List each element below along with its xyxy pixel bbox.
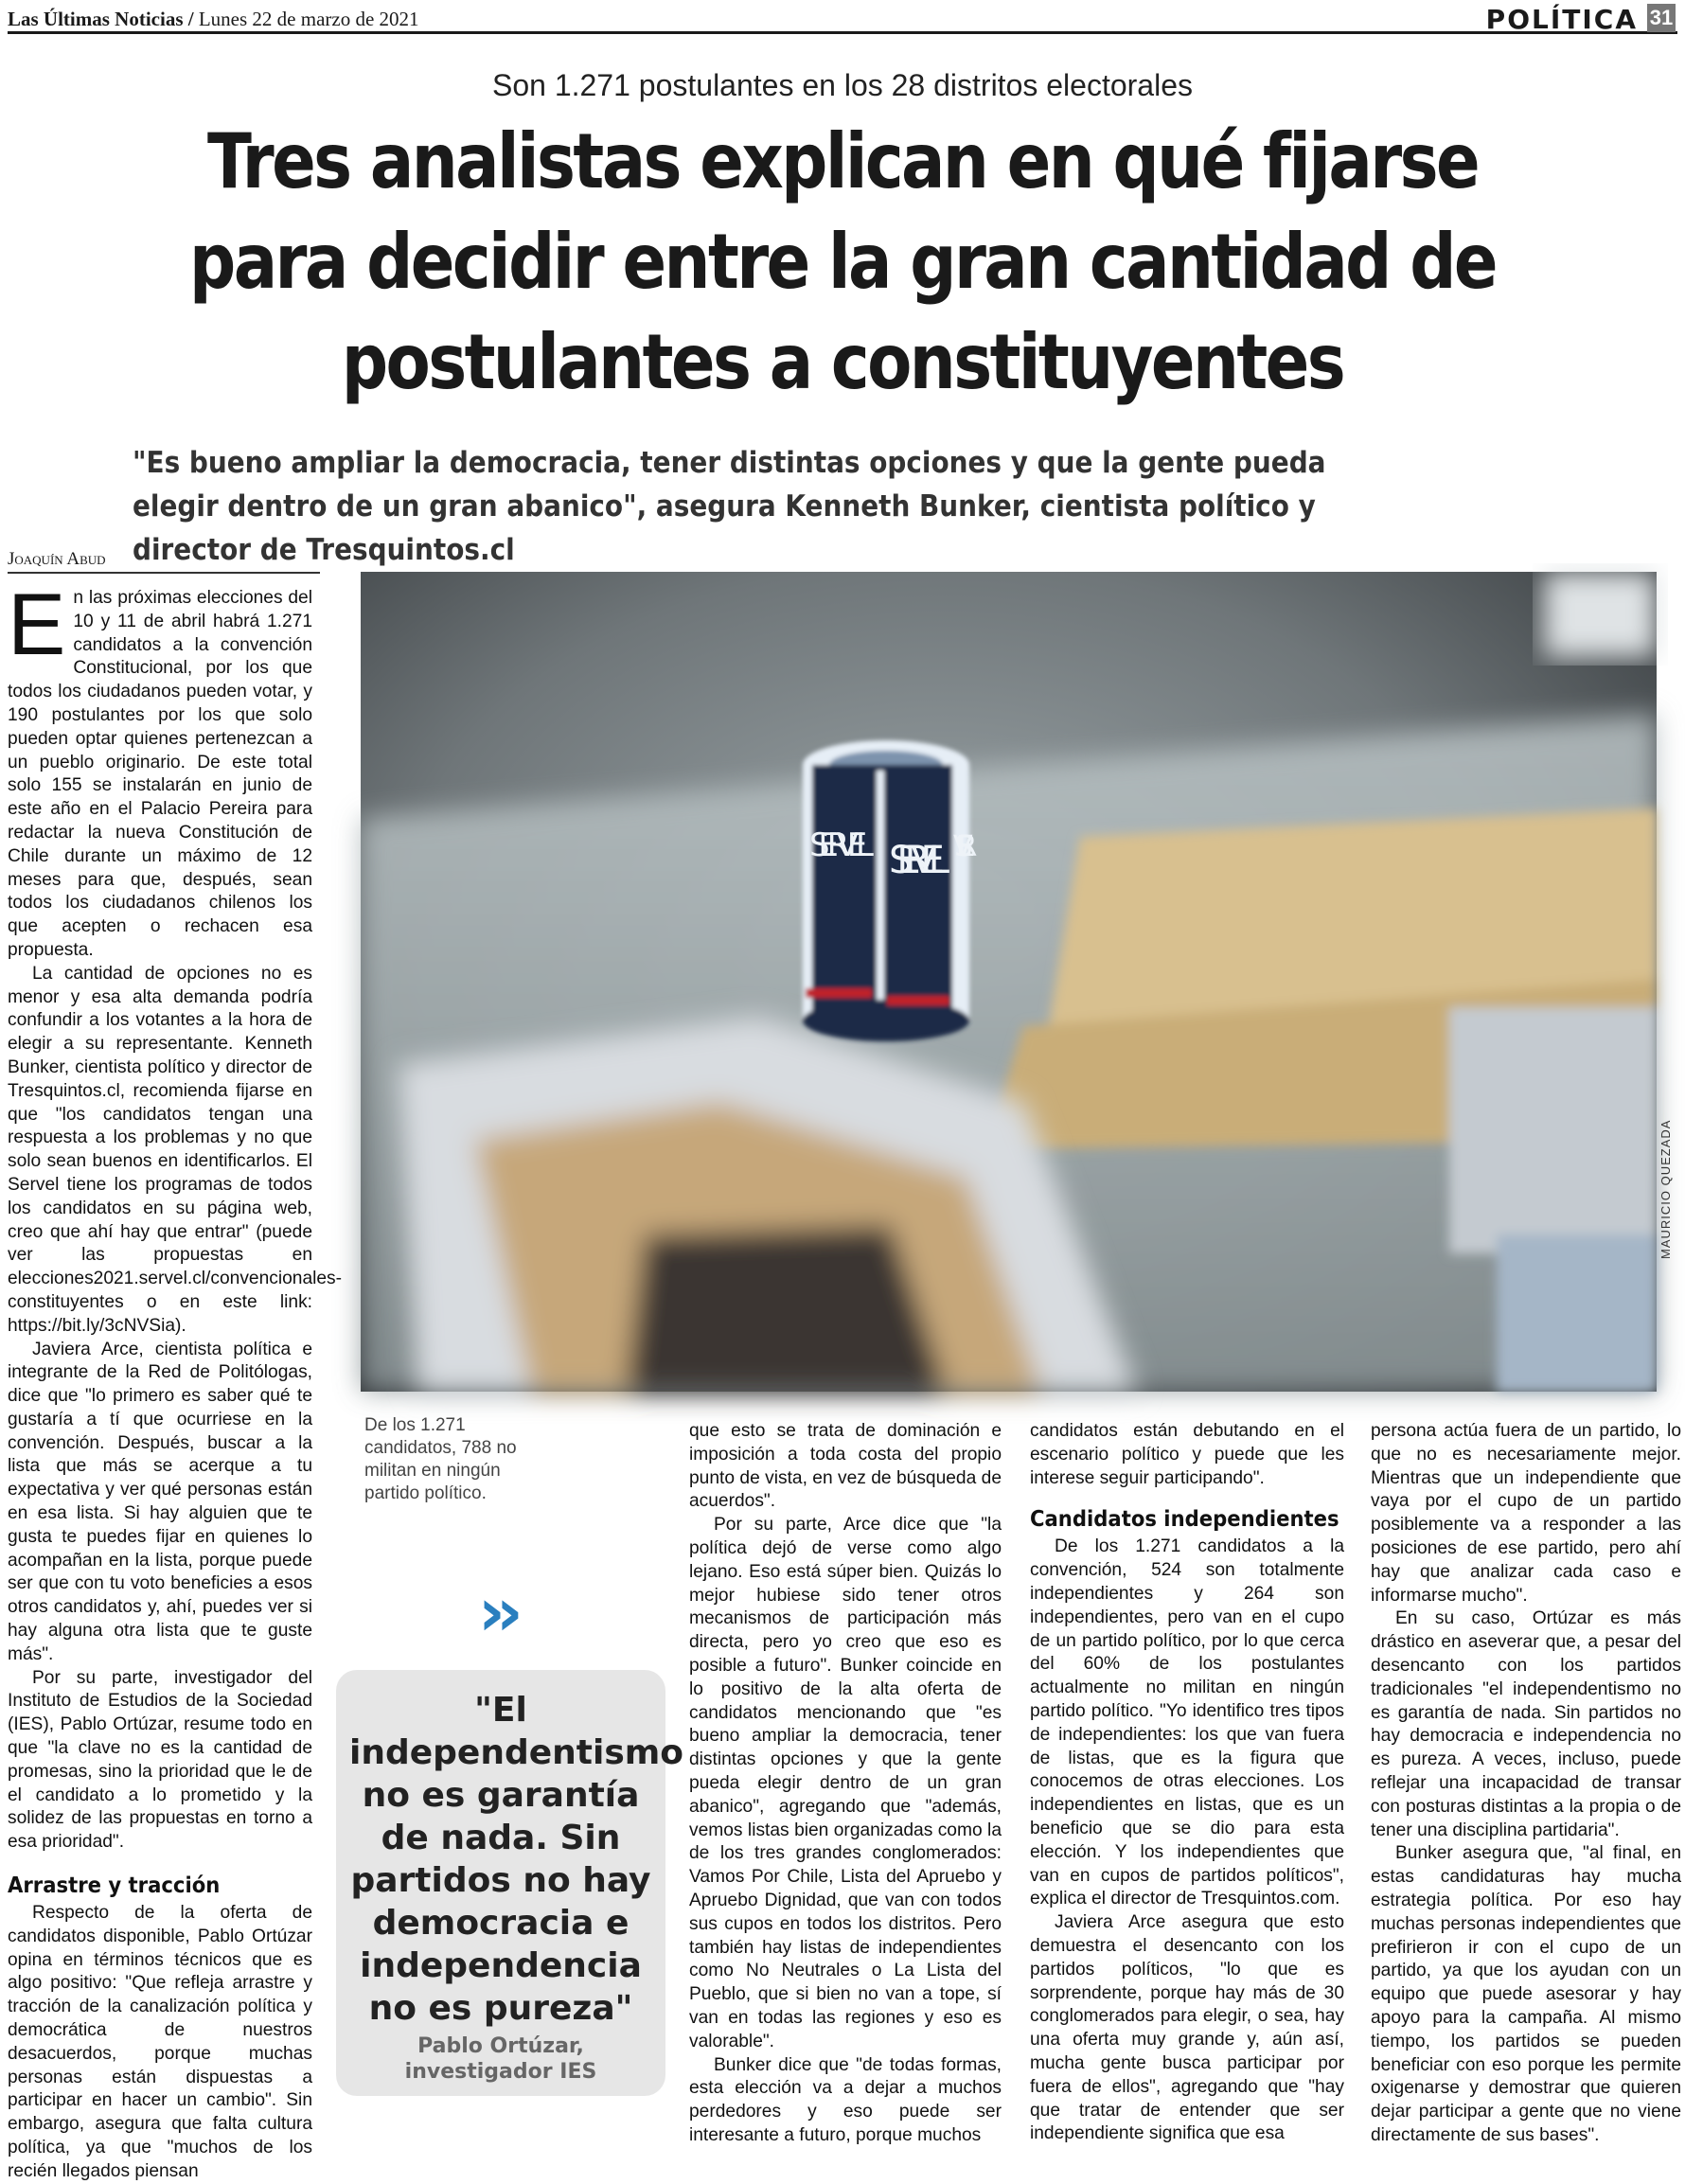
article-column-4 [1371,1420,1681,2148]
masthead [8,6,1677,34]
deck: "Es bueno ampliar la democracia, tener distintas opciones y que la gente pueda elegir dentro de un gran abanico", asegura Kenneth Bunker, cientista político y director de Tresquintos.cl [133,446,1326,567]
paragraph: Bunker dice que "de todas formas, esta elección va a dejar a muchos perdedores y eso puede ser interesante a futuro, porque muchos [689,2054,1002,2145]
paragraph-text: n las próximas elecciones del 10 y 11 de abril habrá 1.271 candidatos a la convención Constitucional, por los que todos los ciudadanos pueden votar, y 190 postulantes por los que solo pueden optar quienes pertenezcan a un pueblo originario. De este total solo 155 se instalarán en junio de este año en el Palacio Pereira para redactar la nueva Constitución de Chile durante un máximo de 12 meses para que, después, sean todos los ciudadanos chilenos los que acepten o rechacen esa propuesta. [8,588,312,960]
pullquote-chevron-icon: ›› [478,1573,514,1651]
servel-label-right: SER VEL [953,830,978,863]
servel-label-center: SER VEL [889,839,949,882]
byline: Joaquín Abud [8,549,320,574]
paragraph: Javiera Arce asegura que esto demuestra el desencanto con los partidos políticos, "lo que es sorprendente, porque hay más de 30 conglomerados para elegir, o sea, hay una oferta muy grande y, aún así, mucha gente busca participar por fuera de ellos", agregando que "hay que tratar de entender que ser independiente significa que esa [1030,1912,1344,2144]
paragraph: De los 1.271 candidatos a la convención, 524 son totalmente independientes y 264 son independientes, pero van en el cupo de un partido político, por lo que cerca del 60% de los postulantes actualmente no militan en ningún partido político. "Yo identifico tres tipos de independientes: los que van fuera de listas, que es la figura que conocemos de otras elecciones. Los independientes en listas, que es un beneficio que se dio para esta elección. Y los independientes que van en cupos de partidos políticos", explica el director de Tresquintos.com. [1030,1536,1344,1909]
paragraph: Por su parte, investigador del Instituto de Estudios de la Sociedad (IES), Pablo Ortúzar, resume todo en que "la clave no es la cantidad de promesas, sino la prioridad que le de el candidato a lo prometido y la solidez de las propuestas en torno a esa prioridad". [8,1667,312,1853]
section-name: POLÍTICA [1485,4,1638,35]
subheading: Candidatos independientes [1030,1507,1339,1533]
subheading: Arrastre y tracción [8,1873,221,1899]
paragraph: En su caso, Ortúzar es más drástico en aseverar que, a pesar del desencanto con los partidos tradicionales "el independentismo no es garantía de nada. Sin partidos no hay democracia e independencia no es pureza. A veces, incluso, puede reflejar una incapacidad de transar con posturas distintas a la propia o de tener una disciplina partidaria". [1371,1608,1681,1840]
paragraph: La cantidad de opciones no es menor y esa alta demanda podría confundir a los votantes a la hora de elegir a su representante. Kenneth Bunker, cientista político y director de Tresquintos.cl, recomienda fijarse en que "los candidatos tengan una respuesta a los problemas y no que solo sean buenos en identificarlos. El Servel tiene los programas de todos los candidatos en su página web, creo que ahí hay que entrar" (puede ver las propuestas en elecciones2021.servel.cl/convencionales-constituyentes o en este link: https://bit.ly/3cNVSia). [8,963,343,1336]
masthead-dateline [8,8,419,31]
issue-date: Lunes 22 de marzo de 2021 [198,8,419,30]
paragraph: Por su parte, Arce dice que "la política dejó de verse como algo lejano. Eso está súper bien. Quizás lo mejor hubiese sido tener otros mecanismos de participación más directa, pero yo creo que eso es posible a futuro". Bunker coincide en lo positivo de la alta oferta de candidatos mencionando que "es bueno ampliar la democracia, tener distintas opciones y que la gente pueda elegir dentro de un gran abanico", agregando que "además, vemos listas bien organizadas como la de los tres grandes conglomerados: Vamos Por Chile, Lista del Apruebo y Apruebo Dignidad, que van con todos sus cupos en todos los distritos. Pero también hay listas de independientes como No Neutrales o La Lista del Pueblo, que si bien no van a tope, sí van en todas las regiones y eso es valorable". [689,1515,1002,2051]
paragraph: que esto se trata de dominación e imposición a toda costa del propio punto de vista, en vez de búsqueda de acuerdos". [689,1421,1002,1512]
paragraph [8,577,312,963]
article-photo [361,572,1657,1392]
paragraph: Bunker asegura que, "al final, en estas candidaturas hay mucha estrategia política. Por eso hay muchas personas independientes que prefirieron ir con el cupo de un partido, ya que los ayudan con un equipo que puede asesorar y hay apoyo para la campaña. Al mismo tiempo, los partidos se pueden beneficiar con eso porque les permite oxigenarse y demostrar que quieren dejar participar a gente que no viene directamente de sus bases". [1371,1843,1681,2145]
masthead-separator: / [187,8,194,30]
photo-caption: De los 1.271 candidatos, 788 no militan en ningún partido político. [364,1415,517,1503]
drop-cap: E [8,577,66,673]
article-column-1 [8,577,343,2184]
headline: Tres analistas explican en qué fijarse para decidir entre la gran cantidad de postulantes a constituyentes [189,117,1496,406]
pullquote-attribution: Pablo Ortúzar, investigador IES [404,2034,597,2084]
kicker: Son 1.271 postulantes en los 28 distritos electorales [491,68,1193,102]
pullquote-text: "El independentismo no es garantía de nada. Sin partidos no hay democracia e independencia no es pureza" [349,1691,684,2028]
ballot-table-photo [361,572,1657,1392]
article-column-2 [689,1420,1002,2148]
paragraph: candidatos están debutando en el escenario político y puede que les interese seguir participando". [1030,1421,1344,1488]
pullquote-box [336,1670,684,2096]
page-number: 31 [1647,4,1676,32]
photo-credit: MAURICIO QUEZADA [1658,1119,1673,1259]
paragraph: Javiera Arce, cientista política e integrante de la Red de Politólogas, dice que "lo primero es saber qué te gustaría a tí que ocurriese en la convención. Después, buscar a la lista que más se acerque a tu expectativa y ver qué personas están en esa lista. Si hay alguien que te gusta te puedes fijar en quienes lo acompañan en la lista, porque puede ser que con tu voto beneficies a esos otros candidatos y, ahí, puedes ver si hay alguna otra lista que te guste más". [8,1339,312,1664]
paragraph: Respecto de la oferta de candidatos disponible, Pablo Ortúzar opina en términos técnicos que es algo positivo: "Que refleja arrastre y tracción de la canalización política y democrática de nuestros desacuerdos, porque muchas personas están dispuestas a participar en hacer un cambio". Sin embargo, asegura que falta cultura política, ya que "muchos de los recién llegados piensan [8,1903,312,2181]
newspaper-name: Las Últimas Noticias [8,8,184,30]
servel-label-left: SER VEL [809,826,874,864]
paragraph: persona actúa fuera de un partido, lo que no es necesariamente mejor. Mientras que un independiente que vaya por el cupo de un partido posiblemente va a responder a las posiciones de ese partido, pero ahí hay que analizar cada caso e informarse mucho". [1371,1421,1681,1606]
article-column-3 [1030,1420,1344,2146]
